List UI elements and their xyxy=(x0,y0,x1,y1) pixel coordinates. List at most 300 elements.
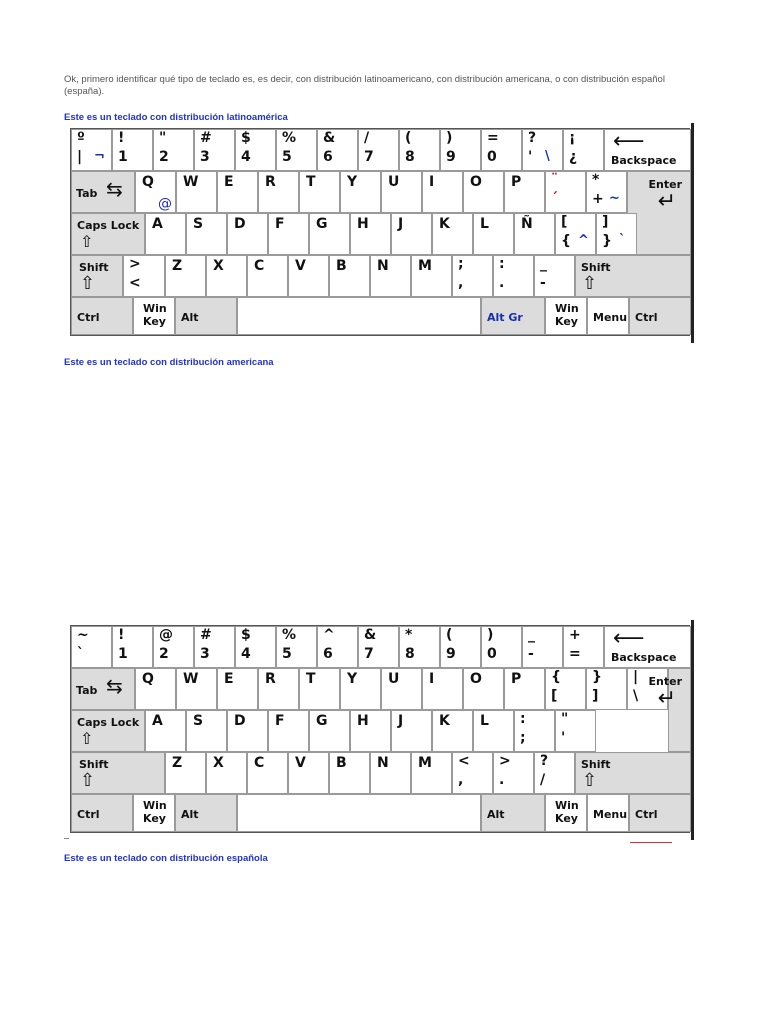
caps-lock-key xyxy=(71,710,145,752)
key-letter: I xyxy=(429,671,435,687)
key xyxy=(317,626,358,668)
key-shift-char: [ xyxy=(561,214,568,230)
key-base-char: 7 xyxy=(364,149,374,165)
key-letter: Q xyxy=(142,671,154,687)
key xyxy=(440,626,481,668)
backspace-key xyxy=(604,129,691,171)
tab-arrows-icon: ⇆ xyxy=(106,674,123,698)
letter-key xyxy=(381,668,422,710)
shift-label: Shift xyxy=(79,261,109,274)
key-shift-char: ~ xyxy=(77,627,89,643)
spacebar-key xyxy=(237,794,481,832)
key xyxy=(563,626,604,668)
enter-arrow-icon: ↵ xyxy=(657,686,676,711)
key-shift-char: > xyxy=(129,256,141,272)
key-base-char: ¿ xyxy=(569,149,578,165)
backspace-arrow-icon: ⟵ xyxy=(613,129,645,154)
alt-gr-label: Alt xyxy=(487,808,505,821)
letter-key xyxy=(381,171,422,213)
key-shift-char: = xyxy=(487,130,499,146)
key-shift-char: { xyxy=(551,669,561,685)
key-letter: P xyxy=(511,671,522,687)
key xyxy=(481,626,522,668)
key-letter: M xyxy=(418,258,432,274)
key-shift-char: + xyxy=(569,627,581,643)
key-letter: Z xyxy=(172,258,183,274)
left-win-key xyxy=(133,297,175,335)
key-altgr-char: \ xyxy=(545,149,550,164)
key-shift-char: $ xyxy=(241,130,251,146)
caps-lock-key xyxy=(71,213,145,255)
key-shift-char: } xyxy=(592,669,602,685)
key xyxy=(399,129,440,171)
key xyxy=(194,129,235,171)
key-base-char: 8 xyxy=(405,646,415,662)
key-base-char: = xyxy=(569,646,581,662)
key-altgr-char: @ xyxy=(158,196,172,212)
key-base-char: - xyxy=(540,275,546,291)
backspace-arrow-icon: ⟵ xyxy=(613,626,645,651)
key-base-char: 9 xyxy=(446,646,456,662)
key-shift-char: ^ xyxy=(323,627,335,643)
key xyxy=(596,213,637,255)
intro-paragraph: Ok, primero identificar qué tipo de teclado es, es decir, con distribución latinoamericano, con distribución americana, o con distribución español (españa). xyxy=(64,74,665,97)
key xyxy=(194,626,235,668)
key-base-char: 5 xyxy=(282,149,292,165)
shift-arrow-icon: ⇧ xyxy=(80,273,96,294)
key-shift-char: ) xyxy=(487,627,494,643)
key xyxy=(545,171,586,213)
letter-key xyxy=(227,710,268,752)
letter-key xyxy=(258,171,299,213)
key xyxy=(481,129,522,171)
right-win-key xyxy=(545,297,587,335)
letter-key xyxy=(463,668,504,710)
key-base-char: 6 xyxy=(323,149,333,165)
key xyxy=(71,626,112,668)
key-letter: G xyxy=(316,216,328,232)
left-alt-key xyxy=(175,794,237,832)
letter-key xyxy=(329,255,370,297)
key-shift-char: ] xyxy=(602,214,609,230)
key-shift-char: | xyxy=(633,669,639,685)
caps-lock-icon: ⇧ xyxy=(80,232,94,251)
separator-dash xyxy=(64,838,69,839)
menu-label: Menu xyxy=(593,808,628,821)
key-base-char: . xyxy=(499,275,505,291)
letter-key xyxy=(309,213,350,255)
key xyxy=(358,129,399,171)
key-base-char: ; xyxy=(520,730,526,746)
key-shift-char: ! xyxy=(118,627,125,643)
letter-key xyxy=(463,171,504,213)
letter-key xyxy=(422,668,463,710)
key xyxy=(522,626,563,668)
letter-key xyxy=(145,710,186,752)
key-base-char: . xyxy=(499,772,505,788)
key-letter: Y xyxy=(347,671,358,687)
key-base-char: + xyxy=(592,191,604,207)
key-letter: Q xyxy=(142,174,154,190)
key-base-char: 2 xyxy=(159,149,169,165)
key xyxy=(153,129,194,171)
backspace-label: Backspace xyxy=(611,651,677,664)
key-base-char: 2 xyxy=(159,646,169,662)
letter-key xyxy=(473,213,514,255)
letter-key xyxy=(288,255,329,297)
key-base-char: 8 xyxy=(405,149,415,165)
key-letter: K xyxy=(439,713,450,729)
caption-us: Este es un teclado con distribución americana xyxy=(64,357,274,368)
key xyxy=(71,129,112,171)
key-letter: O xyxy=(470,174,482,190)
key-shift-char: & xyxy=(323,130,336,146)
enter-label: Enter xyxy=(648,178,682,191)
letter-key xyxy=(504,171,545,213)
key xyxy=(514,710,555,752)
letter-key xyxy=(309,710,350,752)
key-base-char: 4 xyxy=(241,149,251,165)
left-shift-key xyxy=(71,255,123,297)
letter-key xyxy=(247,752,288,794)
key-altgr-char: ` xyxy=(619,233,626,248)
backspace-key xyxy=(604,626,691,668)
key-letter: B xyxy=(336,755,347,771)
key-letter: V xyxy=(295,258,306,274)
letter-key xyxy=(340,668,381,710)
letter-key xyxy=(288,752,329,794)
key-letter: X xyxy=(213,755,224,771)
key-letter: T xyxy=(306,174,316,190)
letter-key xyxy=(504,668,545,710)
right-alt-key xyxy=(481,794,545,832)
key-letter: X xyxy=(213,258,224,274)
letter-key xyxy=(329,752,370,794)
key-shift-char: < xyxy=(458,753,470,769)
tab-label: Tab xyxy=(76,684,98,697)
key-letter: N xyxy=(377,755,389,771)
key-letter: K xyxy=(439,216,450,232)
letter-key xyxy=(340,171,381,213)
key xyxy=(276,626,317,668)
key-base-char: ´ xyxy=(551,191,558,207)
letter-key xyxy=(299,668,340,710)
key-shift-char: ; xyxy=(458,256,464,272)
letter-key xyxy=(247,255,288,297)
letter-key xyxy=(391,710,432,752)
key-letter: W xyxy=(183,174,199,190)
alt-label: Alt xyxy=(181,311,199,324)
shift-label: Shift xyxy=(581,758,611,771)
key-base-char: - xyxy=(528,646,534,662)
letter-key xyxy=(176,668,217,710)
backspace-label: Backspace xyxy=(611,154,677,167)
key-shift-char: ) xyxy=(446,130,453,146)
key-letter: E xyxy=(224,671,234,687)
menu-key xyxy=(587,794,629,832)
key-base-char: [ xyxy=(551,688,558,704)
key xyxy=(112,626,153,668)
key-letter: D xyxy=(234,713,246,729)
key xyxy=(235,626,276,668)
key-base-char: 0 xyxy=(487,646,497,662)
letter-key xyxy=(217,668,258,710)
key xyxy=(534,255,575,297)
caption-latam: Este es un teclado con distribución latinoamérica xyxy=(64,112,288,123)
key-letter: U xyxy=(388,174,400,190)
key-letter: U xyxy=(388,671,400,687)
key-shift-char: ¡ xyxy=(569,130,576,146)
enter-label: Enter xyxy=(648,675,682,688)
tab-label: Tab xyxy=(76,187,98,200)
key-letter: A xyxy=(152,713,163,729)
key-base-char: / xyxy=(540,772,546,788)
letter-key xyxy=(350,213,391,255)
key xyxy=(493,752,534,794)
key-letter: D xyxy=(234,216,246,232)
key xyxy=(452,255,493,297)
key-shift-char: / xyxy=(364,130,370,146)
key-shift-char: $ xyxy=(241,627,251,643)
key-letter: H xyxy=(357,216,369,232)
letter-key xyxy=(227,213,268,255)
key-shift-char: ( xyxy=(405,130,412,146)
key-shift-char: : xyxy=(499,256,505,272)
key-base-char: , xyxy=(458,772,464,788)
letter-key xyxy=(145,213,186,255)
shift-label: Shift xyxy=(79,758,109,771)
letter-key xyxy=(432,213,473,255)
caps-lock-label: Caps Lock xyxy=(77,219,140,232)
key xyxy=(555,213,596,255)
menu-label: Menu xyxy=(593,311,628,324)
key-letter: C xyxy=(254,258,265,274)
key-base-char: 7 xyxy=(364,646,374,662)
caption-spain: Este es un teclado con distribución española xyxy=(64,853,268,864)
key-base-char: ] xyxy=(592,688,599,704)
key-base-char: 9 xyxy=(446,149,456,165)
key-letter: N xyxy=(377,258,389,274)
letter-key xyxy=(176,171,217,213)
key-base-char: 1 xyxy=(118,646,128,662)
alt-label: Alt xyxy=(181,808,199,821)
key-letter: M xyxy=(418,755,432,771)
key-letter: B xyxy=(336,258,347,274)
left-win-key xyxy=(133,794,175,832)
key-letter: E xyxy=(224,174,234,190)
latam-keyboard-image xyxy=(70,128,690,336)
enter-key xyxy=(648,668,691,752)
key-letter: S xyxy=(193,216,204,232)
letter-key xyxy=(258,668,299,710)
key-letter: Y xyxy=(347,174,358,190)
spacebar-key xyxy=(237,297,481,335)
key xyxy=(358,626,399,668)
win-label: Win Key xyxy=(143,799,167,825)
key-letter: W xyxy=(183,671,199,687)
key-base-char: , xyxy=(458,275,464,291)
letter-key xyxy=(411,255,452,297)
key-shift-char: ! xyxy=(118,130,125,146)
key-base-char: ' xyxy=(561,730,566,746)
ctrl-label: Ctrl xyxy=(77,808,100,821)
key xyxy=(399,626,440,668)
key xyxy=(545,668,586,710)
key-base-char: ' xyxy=(528,149,533,165)
key-letter: T xyxy=(306,671,316,687)
key xyxy=(276,129,317,171)
key-shift-char: % xyxy=(282,627,297,643)
key-shift-char: ¨ xyxy=(551,172,558,188)
right-shift-key xyxy=(575,752,691,794)
key-altgr-char: ^ xyxy=(578,233,589,248)
key xyxy=(317,129,358,171)
letter-key xyxy=(186,710,227,752)
ctrl-label: Ctrl xyxy=(635,808,658,821)
key-shift-char: # xyxy=(200,627,212,643)
letter-key xyxy=(135,171,176,213)
key xyxy=(440,129,481,171)
letter-key xyxy=(217,171,258,213)
key-base-char: | xyxy=(77,149,83,165)
key-shift-char: ? xyxy=(540,753,549,769)
letter-key xyxy=(391,213,432,255)
letter-key xyxy=(370,255,411,297)
key-base-char: 6 xyxy=(323,646,333,662)
key-base-char: 0 xyxy=(487,149,497,165)
key-shift-char: " xyxy=(159,130,167,146)
win-label: Win Key xyxy=(555,302,579,328)
letter-key xyxy=(268,710,309,752)
left-alt-key xyxy=(175,297,237,335)
key-letter: F xyxy=(275,216,285,232)
key xyxy=(112,129,153,171)
us-keyboard-image xyxy=(70,625,690,833)
ctrl-label: Ctrl xyxy=(635,311,658,324)
letter-key xyxy=(422,171,463,213)
letter-key xyxy=(432,710,473,752)
letter-key xyxy=(299,171,340,213)
key-letter: P xyxy=(511,174,522,190)
key-shift-char: : xyxy=(520,711,526,727)
shift-label: Shift xyxy=(581,261,611,274)
key-letter: L xyxy=(480,216,489,232)
tab-arrows-icon: ⇆ xyxy=(106,177,123,201)
key-shift-char: _ xyxy=(540,256,547,272)
key-letter: R xyxy=(265,174,276,190)
key-shift-char: * xyxy=(405,627,413,643)
key-shift-char: º xyxy=(77,130,85,146)
key-letter: Ñ xyxy=(521,216,533,232)
left-ctrl-key xyxy=(71,297,133,335)
right-alt-key xyxy=(481,297,545,335)
key-letter: A xyxy=(152,216,163,232)
left-shift-key xyxy=(71,752,165,794)
key-base-char: 3 xyxy=(200,646,210,662)
letter-key xyxy=(411,752,452,794)
letter-key xyxy=(206,752,247,794)
key-letter: S xyxy=(193,713,204,729)
key-altgr-char: ~ xyxy=(609,191,620,206)
key-base-char: { xyxy=(561,233,571,249)
key-letter: G xyxy=(316,713,328,729)
key xyxy=(534,752,575,794)
key-letter: J xyxy=(398,713,404,729)
key-letter: V xyxy=(295,755,306,771)
key xyxy=(235,129,276,171)
key xyxy=(123,255,165,297)
key-shift-char: ( xyxy=(446,627,453,643)
key-base-char: 3 xyxy=(200,149,210,165)
key-shift-char: % xyxy=(282,130,297,146)
win-label: Win Key xyxy=(555,799,579,825)
key-shift-char: > xyxy=(499,753,511,769)
key-letter: J xyxy=(398,216,404,232)
letter-key xyxy=(186,213,227,255)
key-shift-char: # xyxy=(200,130,212,146)
enter-arrow-icon: ↵ xyxy=(657,189,676,214)
left-ctrl-key xyxy=(71,794,133,832)
shift-arrow-icon: ⇧ xyxy=(80,770,96,791)
win-label: Win Key xyxy=(143,302,167,328)
key-letter: L xyxy=(480,713,489,729)
key-letter: O xyxy=(470,671,482,687)
menu-key xyxy=(587,297,629,335)
shift-arrow-icon: ⇧ xyxy=(582,273,598,294)
ctrl-label: Ctrl xyxy=(77,311,100,324)
letter-key xyxy=(165,255,206,297)
key-base-char: 5 xyxy=(282,646,292,662)
letter-key xyxy=(370,752,411,794)
letter-key xyxy=(165,752,206,794)
key-base-char: \ xyxy=(633,688,639,704)
caps-lock-icon: ⇧ xyxy=(80,729,94,748)
key-base-char: 1 xyxy=(118,149,128,165)
key-base-char: 4 xyxy=(241,646,251,662)
right-win-key xyxy=(545,794,587,832)
letter-key xyxy=(473,710,514,752)
key-base-char: < xyxy=(129,275,141,291)
letter-key xyxy=(350,710,391,752)
key-letter: H xyxy=(357,713,369,729)
key xyxy=(153,626,194,668)
key-letter: F xyxy=(275,713,285,729)
key-letter: I xyxy=(429,174,435,190)
key xyxy=(493,255,534,297)
key xyxy=(522,129,563,171)
alt-gr-label: Alt Gr xyxy=(487,311,523,324)
key-shift-char: _ xyxy=(528,627,535,643)
right-ctrl-key xyxy=(629,794,691,832)
key xyxy=(555,710,596,752)
key-base-char: ` xyxy=(77,646,84,662)
key xyxy=(452,752,493,794)
shift-arrow-icon: ⇧ xyxy=(582,770,598,791)
letter-key xyxy=(135,668,176,710)
key-shift-char: " xyxy=(561,711,569,727)
key xyxy=(563,129,604,171)
key-shift-char: ? xyxy=(528,130,537,146)
key-letter: Z xyxy=(172,755,183,771)
letter-key xyxy=(514,213,555,255)
key-letter: C xyxy=(254,755,265,771)
key-letter: R xyxy=(265,671,276,687)
caps-lock-label: Caps Lock xyxy=(77,716,140,729)
tab-key xyxy=(71,668,135,710)
key xyxy=(586,668,627,710)
tab-key xyxy=(71,171,135,213)
key-altgr-char: ¬ xyxy=(94,149,105,164)
